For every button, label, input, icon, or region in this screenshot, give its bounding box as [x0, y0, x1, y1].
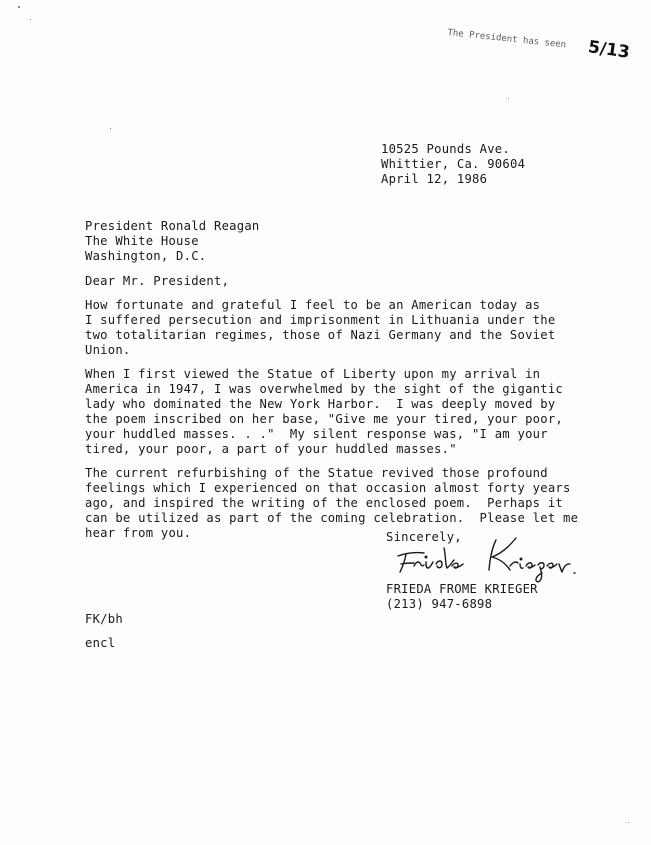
scan-speck: [628, 822, 629, 823]
scan-speck: [110, 128, 111, 129]
paragraph-2-line-2: America in 1947, I was overwhelmed by the sight of the gigantic: [85, 382, 564, 396]
paragraph-2-line-1: When I first viewed the Statue of Liberty upon my arrival in: [85, 367, 541, 381]
recipient-line-1: President Ronald Reagan: [85, 219, 260, 233]
paragraph-1-line-2: I suffered persecution and imprisonment in Lithuania under the: [85, 313, 556, 327]
scan-speck: [508, 98, 509, 99]
paragraph-1-line-1: How fortunate and grateful I feel to be an American today as: [85, 298, 541, 312]
recipient-line-2: The White House: [85, 234, 199, 248]
paragraph-2-line-4: the poem inscribed on her base, "Give me your tired, your poor,: [85, 412, 564, 426]
signer-name: FRIEDA FROME KRIEGER: [386, 582, 538, 596]
paragraph-2-line-6: tired, your poor, a part of your huddled masses.": [85, 442, 457, 456]
paragraph-1-line-4: Union.: [85, 343, 131, 357]
closing: Sincerely,: [386, 530, 462, 544]
sender-address-line-1: 10525 Pounds Ave.: [381, 142, 510, 156]
letter-date: April 12, 1986: [381, 172, 488, 186]
paragraph-3-line-1: The current refurbishing of the Statue revived those profound: [85, 466, 548, 480]
handwritten-signature: [392, 526, 602, 584]
paragraph-1-line-3: two totalitarian regimes, those of Nazi Germany and the Soviet: [85, 328, 556, 342]
scan-speck: [30, 19, 31, 20]
signer-phone: (213) 947-6898: [386, 597, 493, 611]
paragraph-3-line-3: ago, and inspired the writing of the enclosed poem. Perhaps it: [85, 496, 564, 510]
stamp-date: 5/13: [586, 37, 631, 63]
salutation: Dear Mr. President,: [85, 274, 230, 288]
paragraph-3-line-4: can be utilized as part of the coming celebration. Please let me: [85, 511, 579, 525]
enclosure-note: encl: [85, 636, 116, 650]
scan-speck: [18, 6, 20, 8]
paragraph-3-line-2: feelings which I experienced on that occasion almost forty years: [85, 481, 571, 495]
typist-initials: FK/bh: [85, 612, 123, 626]
paragraph-2-line-3: lady who dominated the New York Harbor. I was deeply moved by: [85, 397, 556, 411]
paragraph-3-line-5: hear from you.: [85, 526, 192, 540]
sender-address-line-2: Whittier, Ca. 90604: [381, 157, 526, 171]
paragraph-2-line-5: your huddled masses. . ." My silent response was, "I am your: [85, 427, 548, 441]
received-stamp: The President has seen: [446, 28, 567, 51]
recipient-line-3: Washington, D.C.: [85, 249, 207, 263]
